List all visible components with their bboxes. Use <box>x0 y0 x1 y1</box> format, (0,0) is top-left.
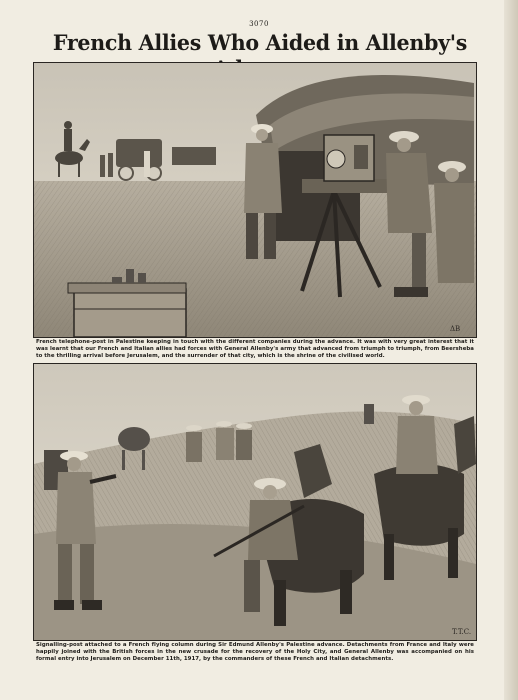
illustration-caption: Signalling-post attached to a French flying column during Sir Edmund Allenby's Palestine advance. Detachments from France and Italy were happily joined with the British forces in the new crusade for the recovery of the Holy City, and General Allenby was accompanied on his formal entry into Jerusalem on December 11th, 1917, by the commanders of these French and Italian detachments. <box>36 642 474 662</box>
page-binding-edge <box>504 0 518 700</box>
illustration-telephone-post <box>33 62 477 338</box>
illustration-signalling-post <box>33 363 477 641</box>
svg-text:T.T.C.: T.T.C. <box>452 628 472 636</box>
page-headline: French Allies Who Aided in Allenby's <box>52 30 468 55</box>
svg-text:ΔB: ΔB <box>450 325 461 333</box>
page-number: 3070 <box>249 20 269 28</box>
illustration-caption: French telephone-post in Palestine keeping in touch with the different companies during the advance. It was with very great interest that it was learnt that our French and Italian allies had forces with General Allenby's army that advanced from triumph to triumph, from Beersheba to the thrilling arrival before Jerusalem, and the surrender of that city, which is the shrine of the civilised world. <box>36 339 474 359</box>
